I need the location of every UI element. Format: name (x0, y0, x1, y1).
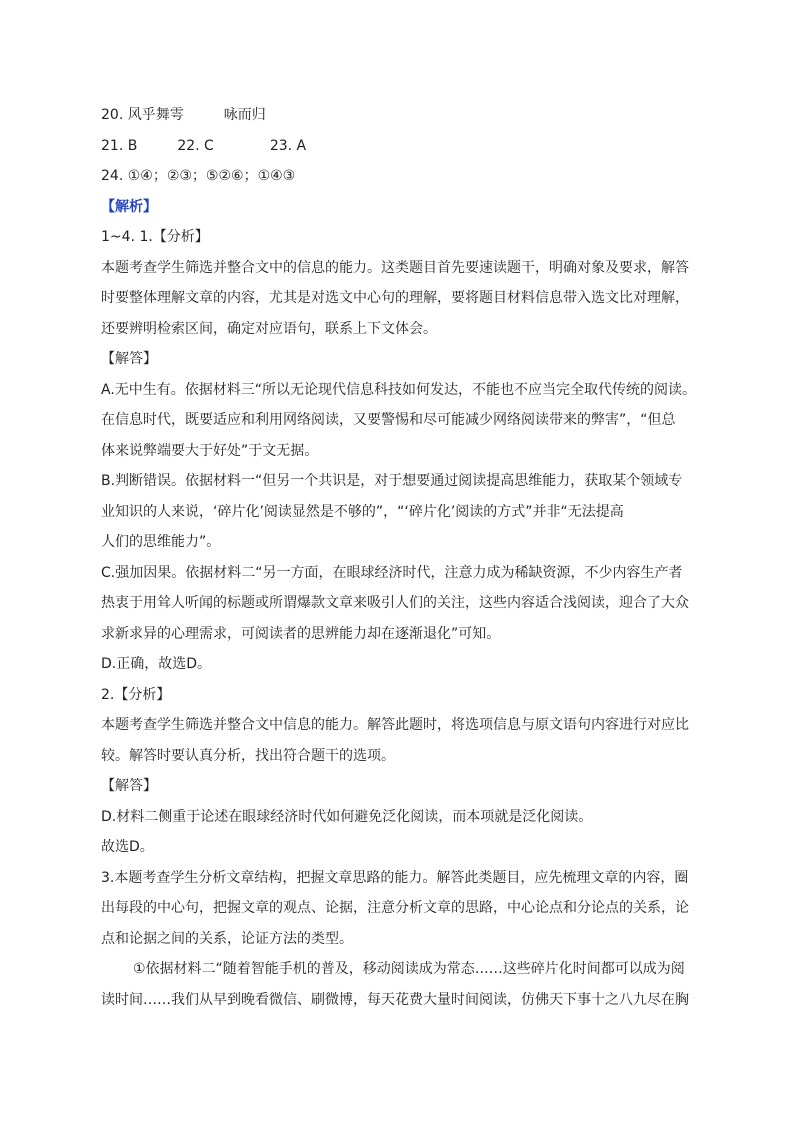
text-line: ①依据材料二“随着智能手机的普及，移动阅读成为常态……这些碎片化时间都可以成为阅 (133, 961, 685, 977)
answers-21-23 (101, 131, 701, 162)
analysis-heading: 【解析】 (101, 198, 157, 215)
text-line: 3.本题考查学生分析文章结构，把握文章思路的能力。解答此类题目，应先梳理文章的内容，圈 (101, 869, 689, 886)
text-line: 体来说弊端要大于好处”于文无据。 (101, 442, 319, 459)
text-line: 时要整体理解文章的内容，尤其是对选文中心句的理解，要将题目材料信息带入选文比对理解， (101, 290, 689, 306)
text-line: A.无中生有。依据材料三“所以无论现代信息科技如何发达，不能也不应当完全取代传统的阅读。 (101, 381, 697, 398)
text-line: 人们的思维能力”。 (101, 534, 221, 550)
answer-23: 23. A (269, 137, 307, 154)
text-line: 【解答】 (101, 778, 157, 794)
answer-analysis-content (101, 100, 701, 1015)
text-line: 故选D。 (101, 839, 154, 855)
text-line: D.正确，故选D。 (101, 656, 212, 672)
text-line: D.材料二侧重于论述在眼球经济时代如何避免泛化阅读，而本项就是泛化阅读。 (101, 808, 593, 825)
text-line: 业知识的人来说，‘碎片化’阅读显然是不够的”，“‘碎片化’阅读的方式”并非“无法提高 (101, 503, 624, 520)
text-line: 较。解答时要认真分析，找出符合题干的选项。 (101, 747, 395, 764)
text-line: C.强加因果。依据材料二“另一方面，在眼球经济时代，注意力成为稀缺资源，不少内容生产者 (101, 564, 683, 581)
answer-21: 21. B (101, 137, 138, 154)
text-line: 本题考查学生筛选并整合文中的信息的能力。这类题目首先要速读题干，明确对象及要求，解答 (101, 259, 689, 276)
text-line: 出每段的中心句，把握文章的观点、论据，注意分析文章的思路，中心论点和分论点的关系，论 (101, 900, 689, 916)
text-line: 2.【分析】 (101, 686, 171, 703)
text-line: 还要辨明检索区间，确定对应语句，联系上下文体会。 (101, 320, 437, 337)
text-line: 点和论据之间的关系，论证方法的类型。 (101, 930, 353, 947)
text-line: 读时间……我们从早到晚看微信、刷微博，每天花费大量时间阅读，仿佛天下事十之八九尽在胸 (101, 991, 689, 1008)
answer-24: 24. ①④；②③；⑤②⑥；①④③ (101, 168, 296, 184)
text-line: B.判断错误。依据材料一“但另一个共识是，对于想要通过阅读提高思维能力，获取某个领域专 (101, 473, 683, 489)
text-line: 1~4. 1.【分析】 (101, 229, 209, 245)
answer-22: 22. C (177, 137, 214, 154)
text-line: 热衷于用耸人听闻的标题或所谓爆款文章来吸引人们的关注，这些内容适合浅阅读，迎合了大众 (101, 595, 689, 611)
answer-20-part-b: 咏而归 (223, 107, 266, 123)
text-line: 求新求异的心理需求，可阅读者的思辨能力却在逐渐退化”可知。 (101, 625, 501, 642)
answer-20 (101, 100, 701, 131)
answer-20-part-a: 20. 风乎舞雩 (101, 107, 184, 123)
text-line: 本题考查学生筛选并整合文中信息的能力。解答此题时，将选项信息与原文语句内容进行对应比 (101, 717, 689, 733)
text-line: 【解答】 (101, 351, 157, 367)
text-line: 在信息时代，既要适应和利用网络阅读，又要警惕和尽可能减少网络阅读带来的弊害”，“但总 (101, 412, 676, 428)
